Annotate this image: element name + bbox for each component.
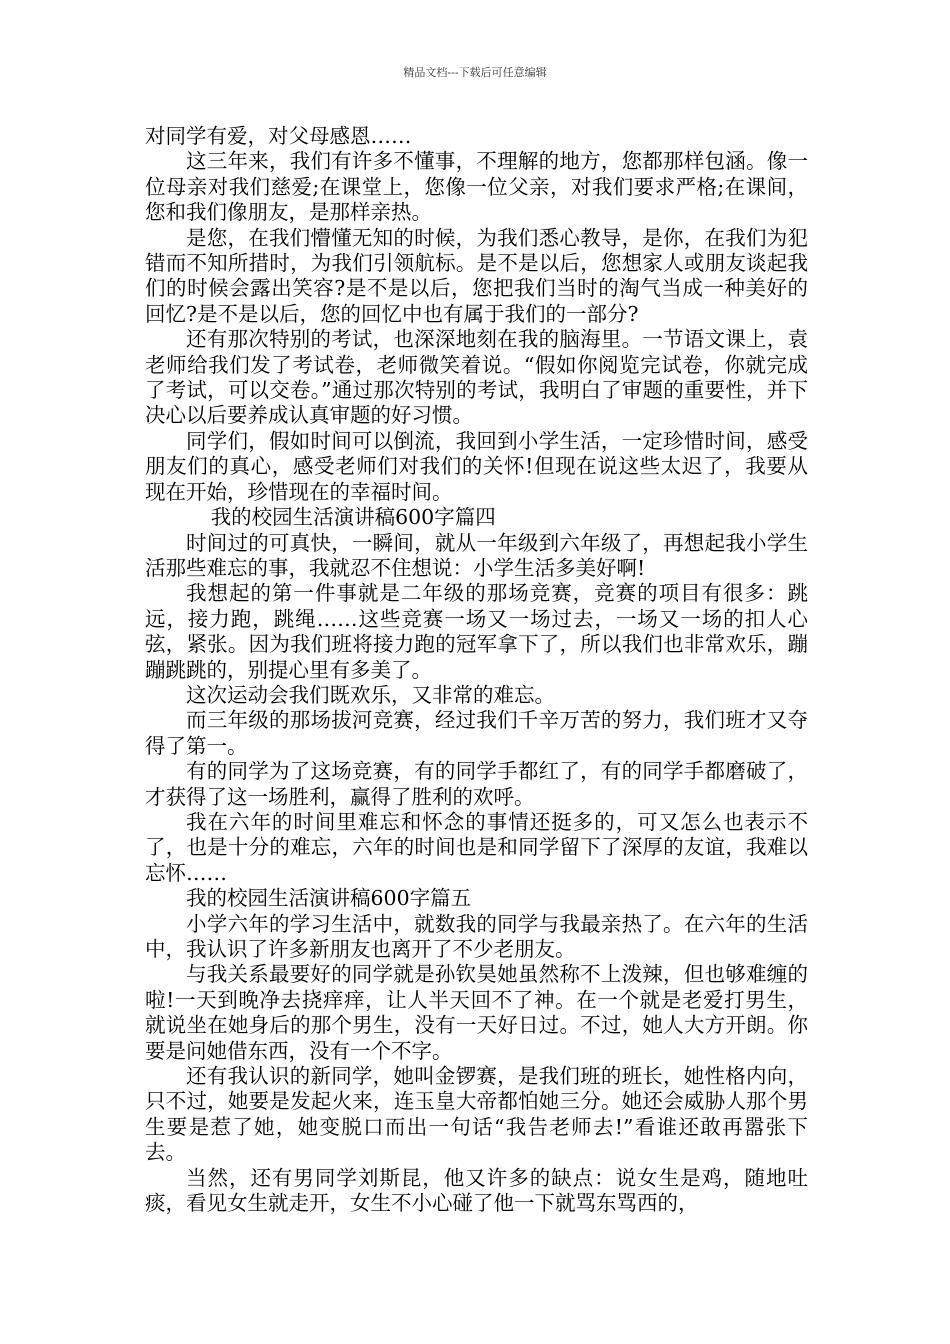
page-header: 精品文档---下载后可任意编辑	[403, 66, 547, 79]
paragraph: 有的同学为了这场竞赛，有的同学手都红了，有的同学手都磨破了，才获得了这一场胜利，赢得了胜利的欢呼。	[145, 759, 808, 809]
paragraph: 小学六年的学习生活中，就数我的同学与我最亲热了。在六年的生活中，我认识了许多新朋友也离开了不少老朋友。	[145, 911, 808, 961]
paragraph: 还有那次特别的考试，也深深地刻在我的脑海里。一节语文课上，袁老师给我们发了考试卷，老师微笑着说。“假如你阅览完试卷，你就完成了考试，可以交卷。”通过那次特别的考试，我明白了审题的重要性，并下决心以后要养成认真审题的好习惯。	[145, 327, 808, 428]
paragraph: 我在六年的时间里难忘和怀念的事情还挺多的，可又怎么也表示不了，也是十分的难忘，六年的时间也是和同学留下了深厚的友谊，我难以忘怀……	[145, 809, 808, 885]
paragraph: 与我关系最要好的同学就是孙钦昊她虽然称不上泼辣，但也够难缠的啦!一天到晚净去挠痒痒，让人半天回不了神。在一个就是老爱打男生，就说坐在她身后的那个男生，没有一天好日过。不过，她人大方开朗。你要是问她借东西，没有一个不字。	[145, 962, 808, 1063]
paragraph: 这次运动会我们既欢乐，又非常的难忘。	[186, 682, 555, 707]
paragraph: 同学们，假如时间可以倒流，我回到小学生活，一定珍惜时间，感受朋友们的真心，感受老师们对我们的关怀!但现在说这些太迟了，我要从现在开始，珍惜现在的幸福时间。	[145, 428, 808, 504]
paragraph: 还有我认识的新同学，她叫金锣赛，是我们班的班长，她性格内向，只不过，她要是发起火来，连玉皇大帝都怕她三分。她还会威胁人那个男生要是惹了她，她变脱口而出一句话“我告老师去!”看谁还敢再嚣张下去。	[145, 1064, 808, 1165]
paragraph: 而三年级的那场拔河竞赛，经过我们千辛万苦的努力，我们班才又夺得了第一。	[145, 708, 808, 758]
document-body	[145, 124, 808, 1216]
paragraph: 是您，在我们懵懂无知的时候，为我们悉心教导，是你，在我们为犯错而不知所措时，为我们引领航标。是不是以后，您想家人或朋友谈起我们的时候会露出笑容?是不是以后，您把我们当时的淘气当成一种美好的回忆?是不是以后，您的回忆中也有属于我们的一部分?	[145, 225, 808, 326]
section-heading: 我的校园生活演讲稿600字篇四	[210, 505, 496, 530]
section-heading: 我的校园生活演讲稿600字篇五	[186, 886, 472, 911]
paragraph: 我想起的第一件事就是二年级的那场竞赛，竞赛的项目有很多：跳远，接力跑，跳绳……这些竞赛一场又一场过去，一场又一场的扣人心弦，紧张。因为我们班将接力跑的冠军拿下了，所以我们也非常欢乐，蹦蹦跳跳的，别提心里有多美了。	[145, 581, 808, 682]
paragraph-continuation: 对同学有爱，对父母感恩……	[145, 124, 412, 148]
paragraph: 时间过的可真快，一瞬间，就从一年级到六年级了，再想起我小学生活那些难忘的事，我就忍不住想说：小学生活多美好啊!	[145, 530, 808, 580]
paragraph: 这三年来，我们有许多不懂事，不理解的地方，您都那样包涵。像一位母亲对我们慈爱;在课堂上，您像一位父亲，对我们要求严格;在课间，您和我们像朋友，是那样亲热。	[145, 149, 808, 225]
paragraph: 当然，还有男同学刘斯昆，他又许多的缺点：说女生是鸡，随地吐痰，看见女生就走开，女生不小心碰了他一下就骂东骂西的，	[145, 1165, 808, 1216]
